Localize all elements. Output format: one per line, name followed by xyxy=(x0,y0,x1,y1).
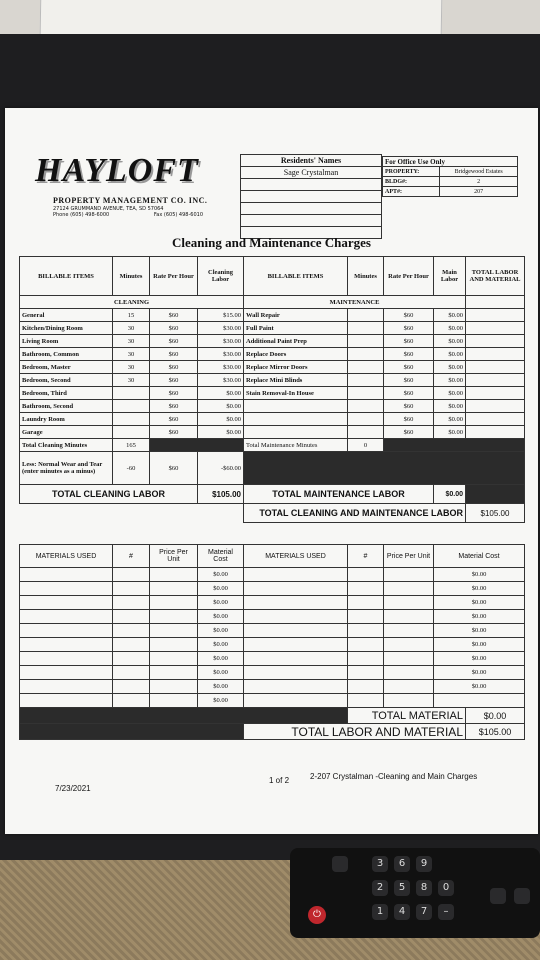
material-cell xyxy=(20,638,113,652)
maintenance-minutes xyxy=(348,309,384,322)
resident-row-empty xyxy=(241,179,382,191)
material-cell xyxy=(348,652,384,666)
maintenance-rate: $60 xyxy=(384,387,434,400)
cleaning-minutes: 30 xyxy=(113,335,150,348)
col-price-per-unit-right: Price Per Unit xyxy=(384,545,434,568)
cleaning-item: Garage xyxy=(20,426,113,439)
material-cost-right xyxy=(434,694,525,708)
material-cell xyxy=(113,666,150,680)
total-labor-material-label: TOTAL LABOR AND MATERIAL xyxy=(244,724,466,740)
maintenance-rate: $60 xyxy=(384,309,434,322)
col-material-cost: Material Cost xyxy=(198,545,244,568)
material-cost: $0.00 xyxy=(198,694,244,708)
material-row xyxy=(20,582,525,596)
material-row xyxy=(20,680,525,694)
maintenance-labor: $0.00 xyxy=(434,387,466,400)
material-cell xyxy=(20,624,113,638)
cleaning-rate: $60 xyxy=(150,374,198,387)
residents-table xyxy=(240,154,382,239)
col-materials-used-right: MATERIALS USED xyxy=(244,545,348,568)
material-cell xyxy=(150,596,198,610)
material-cost: $0.00 xyxy=(198,582,244,596)
cleaning-item: Kitchen/Dining Room xyxy=(20,322,113,335)
maintenance-minutes xyxy=(348,413,384,426)
remote-key: – xyxy=(438,904,454,920)
cleaning-item: Bedroom, Master xyxy=(20,361,113,374)
material-cell xyxy=(20,596,113,610)
cleaning-labor: $0.00 xyxy=(198,413,244,426)
total-cleaning-minutes-label: Total Cleaning Minutes xyxy=(20,439,113,452)
remote-key: 9 xyxy=(416,856,432,872)
shaded-cell xyxy=(20,724,244,740)
material-cell xyxy=(244,638,348,652)
office-header: For Office Use Only xyxy=(383,157,518,167)
col-price-per-unit: Price Per Unit xyxy=(150,545,198,568)
material-cost-right: $0.00 xyxy=(434,666,525,680)
cleaning-labor: $30.00 xyxy=(198,322,244,335)
maintenance-labor: $0.00 xyxy=(434,309,466,322)
charge-row xyxy=(20,322,525,335)
maintenance-labor: $0.00 xyxy=(434,413,466,426)
material-rows xyxy=(20,568,525,708)
bldg-value: 2 xyxy=(440,177,518,187)
residents-header: Residents' Names xyxy=(241,155,382,167)
maintenance-minutes xyxy=(348,348,384,361)
material-cell xyxy=(244,694,348,708)
remote-key: 2 xyxy=(372,880,388,896)
total-cell xyxy=(466,335,525,348)
charge-row xyxy=(20,387,525,400)
material-cell xyxy=(113,680,150,694)
material-cell xyxy=(384,610,434,624)
material-cell xyxy=(244,610,348,624)
material-cost-right: $0.00 xyxy=(434,652,525,666)
material-cell xyxy=(384,596,434,610)
material-cost-right: $0.00 xyxy=(434,568,525,582)
total-clean-main-label: TOTAL CLEANING AND MAINTENANCE LABOR xyxy=(244,504,466,523)
material-cost-right: $0.00 xyxy=(434,638,525,652)
col-qty: # xyxy=(113,545,150,568)
remote-key: 5 xyxy=(394,880,410,896)
maintenance-rate: $60 xyxy=(384,322,434,335)
materials-table xyxy=(19,544,525,740)
material-row xyxy=(20,666,525,680)
material-cell xyxy=(20,610,113,624)
maintenance-rate: $60 xyxy=(384,335,434,348)
material-row xyxy=(20,638,525,652)
maintenance-rate: $60 xyxy=(384,348,434,361)
material-cell xyxy=(244,568,348,582)
cleaning-minutes xyxy=(113,413,150,426)
col-billable-items: BILLABLE ITEMS xyxy=(20,257,113,296)
total-labor-material: $105.00 xyxy=(466,724,525,740)
material-cell xyxy=(348,624,384,638)
material-row xyxy=(20,652,525,666)
maintenance-item: Full Paint xyxy=(244,322,348,335)
maintenance-minutes xyxy=(348,400,384,413)
total-cleaning-minutes: 165 xyxy=(113,439,150,452)
shaded-cell xyxy=(466,485,525,504)
cleaning-item: Bedroom, Second xyxy=(20,374,113,387)
material-cell xyxy=(20,652,113,666)
company-logo: HAYLOFT xyxy=(35,152,199,189)
cleaning-minutes xyxy=(113,400,150,413)
material-cell xyxy=(113,568,150,582)
material-cost-right: $0.00 xyxy=(434,680,525,694)
cell-empty xyxy=(20,504,244,523)
maintenance-rate: $60 xyxy=(384,426,434,439)
material-cell xyxy=(348,694,384,708)
maintenance-labor: $0.00 xyxy=(434,361,466,374)
material-cell xyxy=(348,680,384,694)
material-cell xyxy=(348,666,384,680)
material-cell xyxy=(20,680,113,694)
material-cell xyxy=(150,582,198,596)
material-cell xyxy=(244,680,348,694)
material-cost: $0.00 xyxy=(198,610,244,624)
company-phone-fax xyxy=(53,212,203,218)
maintenance-rate: $60 xyxy=(384,413,434,426)
material-cell xyxy=(150,666,198,680)
cleaning-item: Bathroom, Second xyxy=(20,400,113,413)
maintenance-item: Wall Repair xyxy=(244,309,348,322)
section-maintenance: MAINTENANCE xyxy=(244,296,466,309)
wear-tear-minutes: -60 xyxy=(113,452,150,485)
material-cost-right: $0.00 xyxy=(434,624,525,638)
material-cell xyxy=(113,638,150,652)
maintenance-item xyxy=(244,400,348,413)
charge-row xyxy=(20,374,525,387)
cleaning-labor: $0.00 xyxy=(198,400,244,413)
wear-tear-amount: -$60.00 xyxy=(198,452,244,485)
material-cost: $0.00 xyxy=(198,596,244,610)
maintenance-minutes xyxy=(348,426,384,439)
charges-table xyxy=(19,256,525,523)
material-row xyxy=(20,610,525,624)
remote-key: 8 xyxy=(416,880,432,896)
material-cell xyxy=(384,582,434,596)
maintenance-labor: $0.00 xyxy=(434,335,466,348)
total-cell xyxy=(466,387,525,400)
charge-row xyxy=(20,309,525,322)
charge-row xyxy=(20,335,525,348)
cleaning-rate: $60 xyxy=(150,335,198,348)
col-minutes-maint: Minutes xyxy=(348,257,384,296)
cleaning-labor: $30.00 xyxy=(198,374,244,387)
material-cell xyxy=(244,624,348,638)
total-cell xyxy=(466,348,525,361)
footer-page: 1 of 2 xyxy=(269,776,290,785)
material-cost: $0.00 xyxy=(198,680,244,694)
cleaning-rate: $60 xyxy=(150,322,198,335)
cleaning-rate: $60 xyxy=(150,361,198,374)
col-qty-right: # xyxy=(348,545,384,568)
company-address: 27124 GRUMMAND AVENUE, TEA, SD 57064 xyxy=(53,206,164,212)
shaded-cell xyxy=(244,452,525,485)
total-maintenance-minutes-label: Total Maintenance Minutes xyxy=(244,439,348,452)
remote-key: 4 xyxy=(394,904,410,920)
charge-row xyxy=(20,426,525,439)
col-minutes: Minutes xyxy=(113,257,150,296)
material-cell xyxy=(244,582,348,596)
cleaning-minutes: 30 xyxy=(113,322,150,335)
resident-name: Sage Crystalman xyxy=(241,167,382,179)
material-cell xyxy=(150,638,198,652)
material-cell xyxy=(384,638,434,652)
material-cost-right: $0.00 xyxy=(434,596,525,610)
maintenance-labor: $0.00 xyxy=(434,426,466,439)
charge-row xyxy=(20,413,525,426)
cleaning-rate: $60 xyxy=(150,387,198,400)
col-rate-maint: Rate Per Hour xyxy=(384,257,434,296)
material-row xyxy=(20,624,525,638)
total-maintenance-minutes: 0 xyxy=(348,439,384,452)
col-rate: Rate Per Hour xyxy=(150,257,198,296)
maintenance-item: Replace Mini Blinds xyxy=(244,374,348,387)
material-cell xyxy=(348,568,384,582)
material-cell xyxy=(348,610,384,624)
wear-tear-label: Less: Normal Wear and Tear (enter minutes as a minus) xyxy=(20,452,113,485)
material-cell xyxy=(150,610,198,624)
remote-key: 7 xyxy=(416,904,432,920)
cleaning-minutes: 15 xyxy=(113,309,150,322)
material-cell xyxy=(244,666,348,680)
cleaning-labor: $30.00 xyxy=(198,361,244,374)
material-cell xyxy=(244,652,348,666)
cleaning-item: Laundry Room xyxy=(20,413,113,426)
remote-key: 6 xyxy=(394,856,410,872)
material-cell xyxy=(20,582,113,596)
material-cost: $0.00 xyxy=(198,568,244,582)
col-materials-used: MATERIALS USED xyxy=(20,545,113,568)
maintenance-labor: $0.00 xyxy=(434,322,466,335)
maintenance-labor: $0.00 xyxy=(434,374,466,387)
charge-rows xyxy=(20,309,525,439)
resident-row-empty xyxy=(241,215,382,227)
cleaning-labor: $0.00 xyxy=(198,426,244,439)
charge-row xyxy=(20,348,525,361)
maintenance-rate: $60 xyxy=(384,374,434,387)
cleaning-rate: $60 xyxy=(150,426,198,439)
material-cost: $0.00 xyxy=(198,624,244,638)
shaded-cell xyxy=(384,439,525,452)
apt-value: 207 xyxy=(440,187,518,197)
col-main-labor: Main Labor xyxy=(434,257,466,296)
power-icon: ⏻ xyxy=(308,906,326,924)
maintenance-item xyxy=(244,413,348,426)
total-cell xyxy=(466,309,525,322)
total-cell xyxy=(466,361,525,374)
remote-key xyxy=(514,888,530,904)
col-billable-items-maint: BILLABLE ITEMS xyxy=(244,257,348,296)
material-cell xyxy=(384,624,434,638)
material-cell xyxy=(150,652,198,666)
company-phone: Phone (605) 498-6000 xyxy=(53,212,110,218)
remote-key: 1 xyxy=(372,904,388,920)
maintenance-rate: $60 xyxy=(384,361,434,374)
maintenance-item: Replace Doors xyxy=(244,348,348,361)
company-fax: Fax (605) 498-6010 xyxy=(153,212,203,218)
resident-row-empty xyxy=(241,203,382,215)
cell-empty xyxy=(466,296,525,309)
material-cost: $0.00 xyxy=(198,652,244,666)
maintenance-item xyxy=(244,426,348,439)
material-cell xyxy=(113,652,150,666)
cleaning-item: Living Room xyxy=(20,335,113,348)
cleaning-minutes: 30 xyxy=(113,374,150,387)
cleaning-minutes xyxy=(113,387,150,400)
maintenance-minutes xyxy=(348,361,384,374)
material-cost-right: $0.00 xyxy=(434,610,525,624)
col-material-cost-right: Material Cost xyxy=(434,545,525,568)
total-cell xyxy=(466,426,525,439)
property-value: Bridgewood Estates xyxy=(440,167,518,177)
material-row xyxy=(20,568,525,582)
total-maintenance-labor-label: TOTAL MAINTENANCE LABOR xyxy=(244,485,434,504)
material-cell xyxy=(113,610,150,624)
material-cell xyxy=(348,596,384,610)
col-total-labor-material: TOTAL LABOR AND MATERIAL xyxy=(466,257,525,296)
material-cell xyxy=(384,652,434,666)
footer-doc-name: 2-207 Crystalman -Cleaning and Main Charges xyxy=(310,772,478,781)
col-cleaning-labor: Cleaning Labor xyxy=(198,257,244,296)
cleaning-minutes xyxy=(113,426,150,439)
bldg-label: BLDG#: xyxy=(383,177,440,187)
maintenance-minutes xyxy=(348,374,384,387)
tv-remote xyxy=(290,848,540,938)
cleaning-labor: $30.00 xyxy=(198,335,244,348)
material-cell xyxy=(244,596,348,610)
remote-key xyxy=(332,856,348,872)
total-material: $0.00 xyxy=(466,708,525,724)
cleaning-labor: $15.00 xyxy=(198,309,244,322)
apt-label: APT#: xyxy=(383,187,440,197)
cleaning-item: Bathroom, Common xyxy=(20,348,113,361)
material-cell xyxy=(384,666,434,680)
maintenance-item: Stain Removal-In House xyxy=(244,387,348,400)
remote-key: 3 xyxy=(372,856,388,872)
material-cell xyxy=(150,624,198,638)
cleaning-rate: $60 xyxy=(150,413,198,426)
cleaning-item: Bedroom, Third xyxy=(20,387,113,400)
cleaning-minutes: 30 xyxy=(113,361,150,374)
remote-key xyxy=(490,888,506,904)
material-row xyxy=(20,596,525,610)
material-cost: $0.00 xyxy=(198,638,244,652)
cleaning-rate: $60 xyxy=(150,348,198,361)
cleaning-minutes: 30 xyxy=(113,348,150,361)
material-row xyxy=(20,694,525,708)
remote-key: 0 xyxy=(438,880,454,896)
maintenance-labor: $0.00 xyxy=(434,400,466,413)
material-cell xyxy=(113,624,150,638)
total-material-label: TOTAL MATERIAL xyxy=(348,708,466,724)
maintenance-minutes xyxy=(348,322,384,335)
maintenance-item: Replace Mirror Doors xyxy=(244,361,348,374)
total-clean-main: $105.00 xyxy=(466,504,525,523)
material-cell xyxy=(348,638,384,652)
material-cell xyxy=(384,568,434,582)
office-use-table xyxy=(382,156,518,197)
cleaning-labor: $30.00 xyxy=(198,348,244,361)
total-cell xyxy=(466,322,525,335)
document-page xyxy=(5,108,538,834)
total-cell xyxy=(466,374,525,387)
cleaning-item: General xyxy=(20,309,113,322)
resident-row-empty xyxy=(241,191,382,203)
shaded-cell xyxy=(20,708,348,724)
maintenance-item: Additional Paint Prep xyxy=(244,335,348,348)
total-cleaning-labor: $105.00 xyxy=(198,485,244,504)
wear-tear-rate: $60 xyxy=(150,452,198,485)
maintenance-labor: $0.00 xyxy=(434,348,466,361)
section-cleaning: CLEANING xyxy=(20,296,244,309)
material-cell xyxy=(20,666,113,680)
material-cell xyxy=(384,694,434,708)
property-label: PROPERTY: xyxy=(383,167,440,177)
material-cell xyxy=(150,694,198,708)
material-cost-right: $0.00 xyxy=(434,582,525,596)
total-cell xyxy=(466,413,525,426)
footer-date: 7/23/2021 xyxy=(55,784,91,793)
material-cell xyxy=(20,694,113,708)
charge-row xyxy=(20,400,525,413)
maintenance-minutes xyxy=(348,335,384,348)
maintenance-minutes xyxy=(348,387,384,400)
shaded-cell xyxy=(150,439,244,452)
cleaning-rate: $60 xyxy=(150,400,198,413)
material-cell xyxy=(150,568,198,582)
cleaning-labor: $0.00 xyxy=(198,387,244,400)
total-cell xyxy=(466,400,525,413)
material-cell xyxy=(113,582,150,596)
material-cell xyxy=(113,596,150,610)
material-cell xyxy=(384,680,434,694)
charge-row xyxy=(20,361,525,374)
material-cell xyxy=(150,680,198,694)
material-cost: $0.00 xyxy=(198,666,244,680)
total-maintenance-labor: $0.00 xyxy=(434,485,466,504)
total-cleaning-labor-label: TOTAL CLEANING LABOR xyxy=(20,485,198,504)
company-subtitle: PROPERTY MANAGEMENT CO. INC. xyxy=(53,196,208,205)
material-cell xyxy=(113,694,150,708)
material-cell xyxy=(20,568,113,582)
maintenance-rate: $60 xyxy=(384,400,434,413)
material-cell xyxy=(348,582,384,596)
page-title: Cleaning and Maintenance Charges xyxy=(172,235,371,250)
cleaning-rate: $60 xyxy=(150,309,198,322)
